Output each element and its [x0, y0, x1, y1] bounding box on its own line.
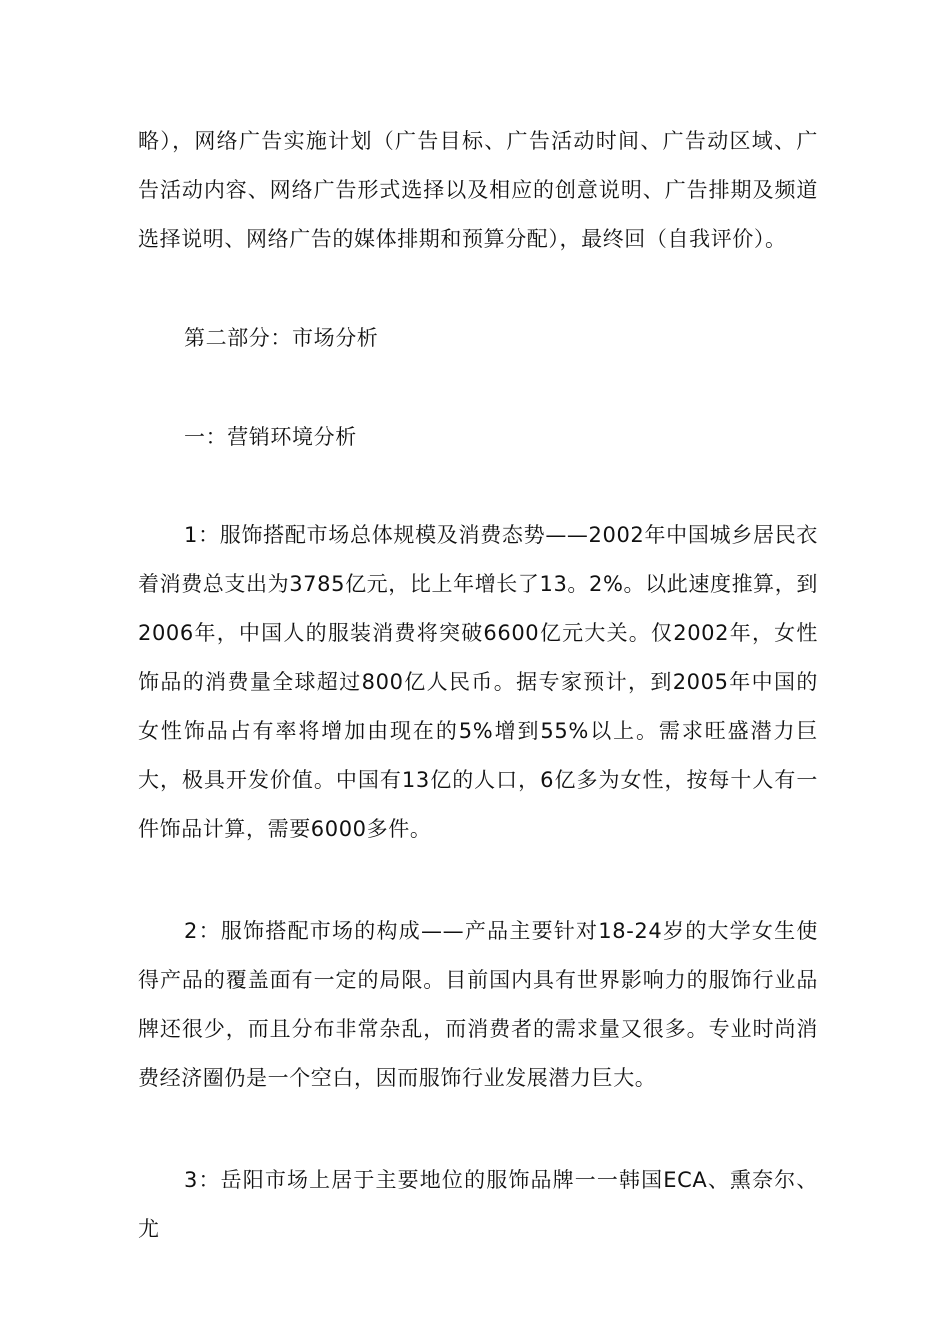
paragraph-market-composition: 2：服饰搭配市场的构成——产品主要针对18-24岁的大学女生使得产品的覆盖面有一定的局限。目前国内具有世界影响力的服饰行业品牌还很少，而且分布非常杂乱，而消费者的需求量又很多。专业时尚消费经济圈仍是一个空白，因而服饰行业发展潜力巨大。	[138, 919, 818, 1090]
paragraph-major-brands: 3：岳阳市场上居于主要地位的服饰品牌一一韩国ECA、熏奈尔、尤	[138, 1168, 818, 1241]
paragraph-market-scale: 1：服饰搭配市场总体规模及消费态势——2002年中国城乡居民衣着消费总支出为3785亿元，比上年增长了13。2%。以此速度推算，到2006年，中国人的服装消费将突破6600亿元大关。仅2002年，女性饰品的消费量全球超过800亿人民币。据专家预计，到2005年中国的女性饰品占有率将增加由现在的5%增到55%以上。需求旺盛潜力巨大，极具开发价值。中国有13亿的人口，6亿多为女性，按每十人有一件饰品计算，需要6000多件。	[138, 523, 818, 841]
part-heading: 第二部分：市场分析	[184, 326, 379, 350]
section-heading: 一：营销环境分析	[184, 425, 357, 449]
intro-paragraph: 略），网络广告实施计划（广告目标、广告活动时间、广告动区域、广告活动内容、网络广告形式选择以及相应的创意说明、广告排期及频道选择说明、网络广告的媒体排期和预算分配），最终回（自我评价）。	[138, 129, 818, 251]
